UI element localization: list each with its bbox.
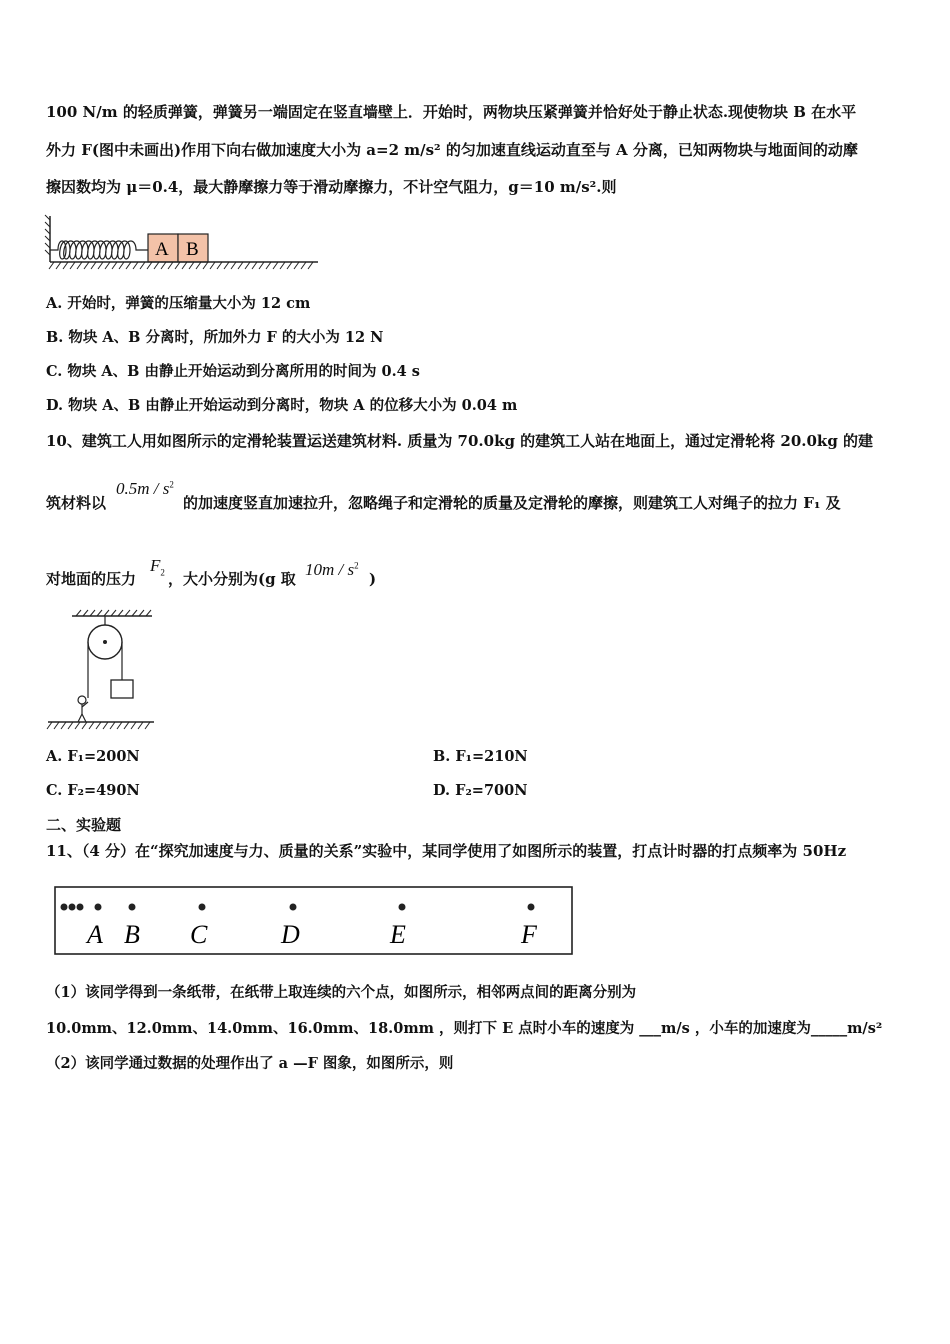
hatch-mark — [280, 262, 285, 269]
hatch-mark — [49, 262, 54, 269]
hatch-mark — [105, 262, 110, 269]
section-title: 二、实验题 — [46, 816, 122, 834]
hatch-mark — [301, 262, 306, 269]
pulley-figure — [44, 612, 159, 734]
hatch-mark — [308, 262, 313, 269]
hatch-mark — [133, 262, 138, 269]
q9-line-3: 擦因数均为 μ＝0.4，最大静摩擦力等于滑动摩擦力，不计空气阻力，g＝10 m/s².则 — [46, 178, 617, 196]
hatch-mark — [111, 610, 116, 616]
hatch-mark — [91, 262, 96, 269]
hatch-mark — [96, 722, 101, 729]
hatch-mark — [273, 262, 278, 269]
hatch-mark — [77, 262, 82, 269]
q10-line-2-start: 筑材料以 — [46, 494, 107, 512]
hatch-mark — [154, 262, 159, 269]
hatch-mark — [189, 262, 194, 269]
q9-line-2: 外力 F(图中未画出)作用下向右做加速度大小为 a=2 m/s² 的匀加速直线运动直至与 A 分离，已知两物块与地面间的动摩 — [46, 141, 858, 159]
hatch-mark — [76, 610, 81, 616]
material-box — [111, 680, 133, 698]
hatch-mark — [231, 262, 236, 269]
hatch-mark — [175, 262, 180, 269]
hatch-mark — [217, 262, 222, 269]
hatch-mark — [182, 262, 187, 269]
hatch-mark — [70, 262, 75, 269]
q9-option-d[interactable]: D. 物块 A、B 由静止开始运动到分离时，物块 A 的位移大小为 0.04 m — [46, 397, 518, 414]
tape-dot — [199, 904, 206, 911]
hatch-mark — [259, 262, 264, 269]
tape-dot — [61, 904, 68, 911]
tape-label-b: B — [124, 920, 140, 949]
f2-formula: $F_2$ — [150, 556, 165, 578]
q10-line-3-start: 对地面的压力 — [46, 570, 137, 588]
hatch-mark — [196, 262, 201, 269]
hatch-mark — [124, 722, 129, 729]
hatch-mark — [68, 722, 73, 729]
q10-line-1: 10、建筑工人用如图所示的定滑轮装置运送建筑材料. 质量为 70.0kg 的建筑工人站在地面上，通过定滑轮将 20.0kg 的建 — [46, 432, 874, 450]
paper-tape-figure — [54, 886, 574, 956]
hatch-mark — [82, 722, 87, 729]
hatch-mark — [47, 722, 52, 729]
hatch-mark — [112, 262, 117, 269]
q10-option-d[interactable]: D. F₂=700N — [433, 782, 528, 799]
hatch-mark — [161, 262, 166, 269]
tape-dot — [290, 904, 297, 911]
hatch-mark — [56, 262, 61, 269]
hatch-mark — [119, 262, 124, 269]
q11-part2: （2）该同学通过数据的处理作出了 a —F 图象，如图所示，则 — [46, 1055, 454, 1072]
hatch-mark — [83, 610, 88, 616]
tape-label-e: E — [390, 920, 406, 949]
q10-line-3-end: ) — [369, 570, 377, 588]
hatch-mark — [238, 262, 243, 269]
hatch-mark — [75, 722, 80, 729]
q10-option-b[interactable]: B. F₁=210N — [433, 748, 528, 765]
tape-label-f: F — [521, 920, 537, 949]
tape-label-a: A — [87, 920, 103, 949]
spring-blocks-figure — [44, 210, 324, 272]
hatch-mark — [117, 722, 122, 729]
hatch-mark — [104, 610, 109, 616]
hatch-mark — [138, 722, 143, 729]
q11-line-1: 11、（4 分）在“探究加速度与力、质量的关系”实验中，某同学使用了如图所示的装置，打点计时器的打点频率为 50Hz — [46, 842, 847, 860]
hatch-mark — [294, 262, 299, 269]
q11-part1-line-2: 10.0mm、12.0mm、14.0mm、16.0mm、18.0mm ，则打下 E 点时小车的速度为 ___m/s ，小车的加速度为_____m/s² — [46, 1020, 883, 1037]
hatch-mark — [125, 610, 130, 616]
hatch-mark — [210, 262, 215, 269]
hatch-mark — [90, 610, 95, 616]
q10-option-a[interactable]: A. F₁=200N — [46, 748, 140, 765]
tape-dot — [399, 904, 406, 911]
q9-option-c[interactable]: C. 物块 A、B 由静止开始运动到分离所用的时间为 0.4 s — [46, 363, 420, 380]
hatch-mark — [287, 262, 292, 269]
tape-dot — [95, 904, 102, 911]
q10-line-3-mid: ，大小分别为(g 取 — [168, 570, 296, 588]
tape-label-d: D — [281, 920, 300, 949]
g-formula: $10m / s^2$ — [305, 560, 359, 579]
hatch-mark — [145, 722, 150, 729]
q10-option-c[interactable]: C. F₂=490N — [46, 782, 140, 799]
hatch-mark — [103, 722, 108, 729]
hatch-mark — [63, 262, 68, 269]
hatch-mark — [89, 722, 94, 729]
tape-dot — [69, 904, 76, 911]
hatch-mark — [61, 722, 66, 729]
hatch-mark — [54, 722, 59, 729]
q9-line-1: 100 N/m 的轻质弹簧，弹簧另一端固定在竖直墙壁上．开始时，两物块压紧弹簧并恰好处于静止状态.现使物块 B 在水平 — [46, 103, 857, 121]
block-b-label: B — [186, 239, 199, 260]
block-a-label: A — [155, 239, 169, 260]
spring-coil — [50, 241, 148, 259]
q9-option-b[interactable]: B. 物块 A、B 分离时，所加外力 F 的大小为 12 N — [46, 329, 384, 346]
q10-line-2-rest: 的加速度竖直加速拉升，忽略绳子和定滑轮的质量及定滑轮的摩擦，则建筑工人对绳子的拉力 F₁ 及 — [183, 494, 841, 512]
hatch-mark — [84, 262, 89, 269]
tape-label-c: C — [190, 920, 208, 949]
hatch-mark — [146, 610, 151, 616]
hatch-mark — [266, 262, 271, 269]
accel-formula: $0.5m / s^2$ — [116, 479, 174, 498]
hatch-mark — [252, 262, 257, 269]
hatch-mark — [224, 262, 229, 269]
hatch-mark — [97, 610, 102, 616]
hatch-mark — [131, 722, 136, 729]
hatch-mark — [147, 262, 152, 269]
hatch-mark — [245, 262, 250, 269]
hatch-mark — [140, 262, 145, 269]
hatch-mark — [110, 722, 115, 729]
hatch-mark — [203, 262, 208, 269]
worker-head — [78, 696, 86, 704]
hatch-mark — [168, 262, 173, 269]
hatch-mark — [132, 610, 137, 616]
tape-dot — [129, 904, 136, 911]
tape-dot — [528, 904, 535, 911]
hatch-mark — [98, 262, 103, 269]
q9-option-a[interactable]: A. 开始时，弹簧的压缩量大小为 12 cm — [46, 295, 311, 312]
tape-dot — [77, 904, 84, 911]
hatch-mark — [118, 610, 123, 616]
hatch-mark — [126, 262, 131, 269]
hatch-mark — [139, 610, 144, 616]
q11-part1-line-1: （1）该同学得到一条纸带，在纸带上取连续的六个点，如图所示，相邻两点间的距离分别为 — [46, 984, 637, 1001]
